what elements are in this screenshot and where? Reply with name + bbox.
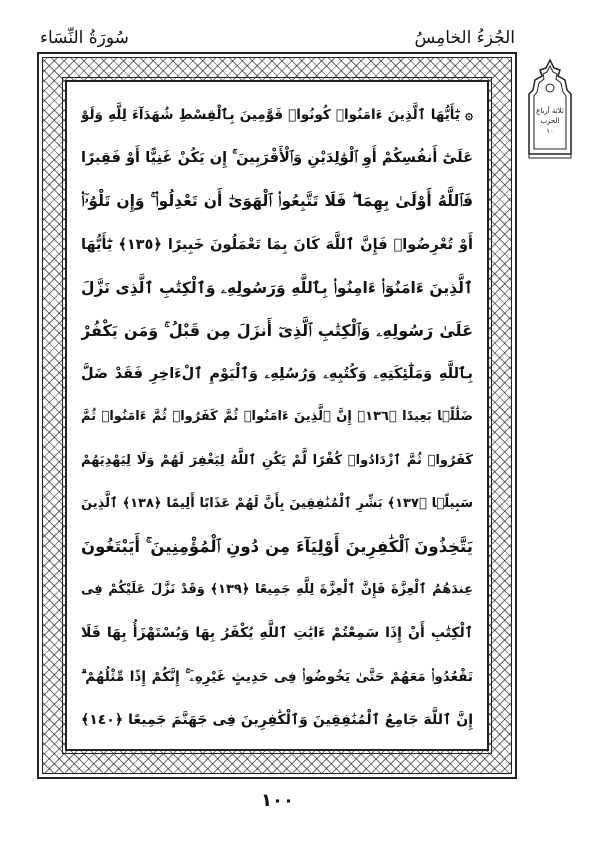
verse-line: عِندَهُمُ ٱلْعِزَّةَ فَإِنَّ ٱلْعِزَّةَ لِلَّهِ جَمِيعًا ﴿١٣٩﴾ وَقَدْ نَزَّلَ عَلَيْكُمْ فِى (81, 582, 473, 598)
frame-border-band (42, 57, 512, 774)
verse-line: ضَلَٰلًۢا بَعِيدًا ﴿١٣٦﴾ إِنَّ ٱلَّذِينَ ءَامَنُوا۟ ثُمَّ كَفَرُوا۟ ثُمَّ ءَامَنُوا۟ ثُمَّ (81, 409, 473, 425)
juz-title: الجُزءُ الخامِسُ (414, 28, 515, 48)
ornamental-frame (37, 52, 517, 779)
verse-line: ۞ يَٰٓأَيُّهَا ٱلَّذِينَ ءَامَنُوا۟ كُونُوا۟ قَوَّٰمِينَ بِٱلْقِسْطِ شُهَدَآءَ لِلَّهِ وَلَوْ (81, 107, 473, 123)
page-number: ١٠٠ (261, 790, 294, 811)
verse-line: عَلَىٰٓ أَنفُسِكُمْ أَوِ ٱلْوَٰلِدَيْنِ وَٱلْأَقْرَبِينَ ۚ إِن يَكُنْ غَنِيًّا أَوْ فَقِيرًا (81, 150, 473, 167)
verse-line: إِنَّ ٱللَّهَ جَامِعُ ٱلْمُنَٰفِقِينَ وَٱلْكَٰفِرِينَ فِى جَهَنَّمَ جَمِيعًا ﴿١٤٠﴾ (81, 711, 473, 728)
surah-title: سُورَةُ النِّسَاء (40, 28, 129, 48)
verse-line: بِٱللَّهِ وَمَلَٰٓئِكَتِهِۦ وَكُتُبِهِۦ وَرُسُلِهِۦ وَٱلْيَوْمِ ٱلْءَاخِرِ فَقَدْ ضَلَّ (81, 366, 473, 383)
verse-line: أَوْ تُعْرِضُوا۟ فَإِنَّ ٱللَّهَ كَانَ بِمَا تَعْمَلُونَ خَبِيرًا ﴿١٣٥﴾ يَٰٓأَيُّهَا (81, 236, 473, 253)
verse-line: يَتَّخِذُونَ ٱلْكَٰفِرِينَ أَوْلِيَآءَ مِن دُونِ ٱلْمُؤْمِنِينَ ۚ أَيَبْتَغُونَ (81, 537, 473, 557)
medallion-text (534, 106, 566, 136)
verse-line: كَفَرُوا۟ ثُمَّ ٱزْدَادُوا۟ كُفْرًا لَّمْ يَكُنِ ٱللَّهُ لِيَغْفِرَ لَهُمْ وَلَا لِيَهْدِيَهُمْ (81, 452, 473, 468)
medallion-line-2: الحزب (540, 117, 560, 125)
page-header (40, 26, 515, 50)
verse-area (81, 96, 473, 739)
medallion-line-3: ١٠ (546, 127, 554, 135)
verse-line: تَقْعُدُوا۟ مَعَهُمْ حَتَّىٰ يَخُوضُوا۟ فِى حَدِيثٍ غَيْرِهِۦٓ ۚ إِنَّكُمْ إِذًا مِّثْلُهُمْ ۗ (81, 668, 473, 685)
verse-line: ٱلْكِتَٰبِ أَنْ إِذَا سَمِعْتُمْ ءَايَٰتِ ٱللَّهِ يُكْفَرُ بِهَا وَيُسْتَهْزَأُ بِهَا فَلَا (81, 625, 473, 642)
verse-line: ٱلَّذِينَ ءَامَنُوٓا۟ ءَامِنُوا۟ بِٱللَّهِ وَرَسُولِهِۦ وَٱلْكِتَٰبِ ٱلَّذِى نَزَّلَ (81, 278, 473, 297)
text-panel (65, 80, 489, 751)
verse-line: فَٱللَّهُ أَوْلَىٰ بِهِمَا ۖ فَلَا تَتَّبِعُوا۟ ٱلْهَوَىٰٓ أَن تَعْدِلُوا۟ ۚ وَإِن تَلْوُۥٓا۟ (81, 192, 473, 211)
hizb-marker-medallion (525, 58, 575, 162)
verse-line: عَلَىٰ رَسُولِهِۦ وَٱلْكِتَٰبِ ٱلَّذِىٓ أَنزَلَ مِن قَبْلُ ۚ وَمَن يَكْفُرْ (81, 321, 473, 341)
verse-line: سَبِيلًۢا ﴿١٣٧﴾ بَشِّرِ ٱلْمُنَٰفِقِينَ بِأَنَّ لَهُمْ عَذَابًا أَلِيمًا ﴿١٣٨﴾ ٱلَّذِينَ (81, 495, 473, 511)
medallion-line-1: ثلاثة أرباع (536, 107, 564, 115)
